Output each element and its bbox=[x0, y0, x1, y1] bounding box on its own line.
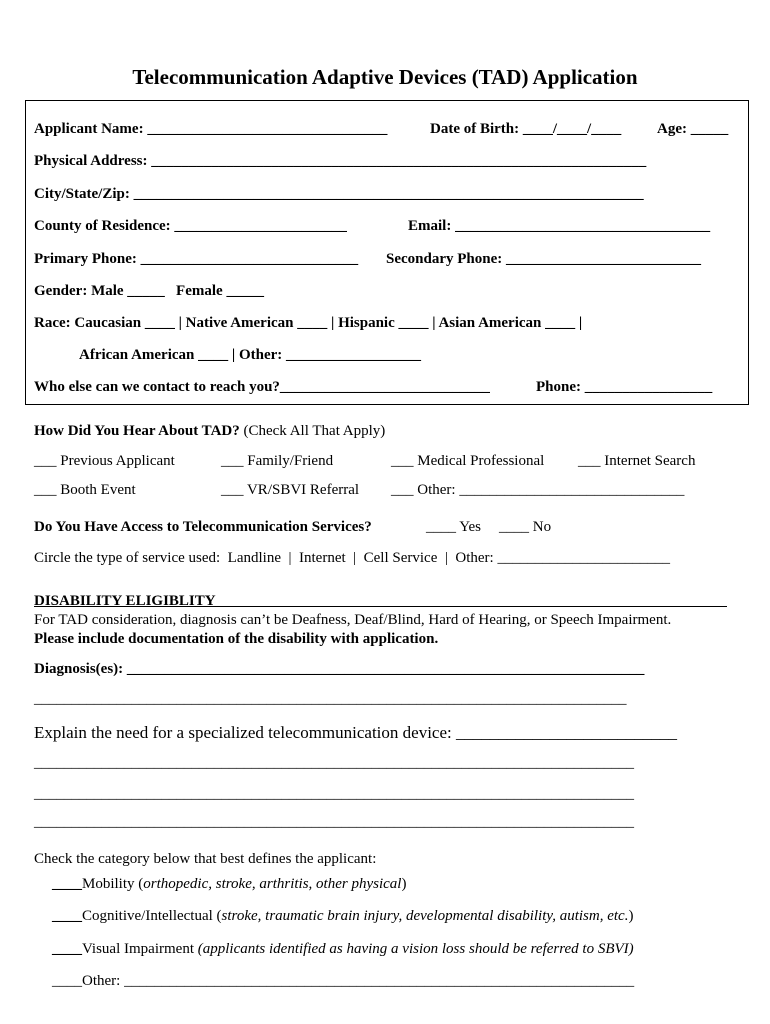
category-mobility-detail: orthopedic, stroke, arthritis, other physical bbox=[143, 876, 402, 892]
category-visual-label: Visual Impairment bbox=[82, 941, 198, 957]
diagnosis-field[interactable]: Diagnosis(es): _____________________________________________________________________ bbox=[34, 661, 645, 677]
category-other[interactable] bbox=[52, 972, 634, 990]
alternate-contact-field[interactable]: Who else can we contact to reach you?____________________________ bbox=[34, 379, 490, 395]
category-mobility[interactable] bbox=[52, 875, 406, 893]
category-cognitive-label: Cognitive/Intellectual ( bbox=[82, 908, 222, 924]
option-internet-search[interactable]: ___ Internet Search bbox=[578, 453, 696, 469]
hear-about-note: (Check All That Apply) bbox=[239, 423, 386, 439]
option-family-friend[interactable]: ___ Family/Friend bbox=[221, 453, 334, 469]
diagnosis-line-2[interactable]: _______________________________________________________________________________ bbox=[34, 691, 627, 707]
explain-line-2[interactable]: ________________________________________________________________________________ bbox=[34, 786, 634, 802]
alternate-contact-phone-field[interactable]: Phone: _________________ bbox=[536, 379, 713, 395]
physical-address-field[interactable]: Physical Address: __________________________________________________________________ bbox=[34, 153, 647, 169]
page-title: Telecommunication Adaptive Devices (TAD) Application bbox=[132, 65, 638, 89]
option-medical-professional[interactable]: ___ Medical Professional bbox=[391, 453, 545, 469]
option-booth-event[interactable]: ___ Booth Event bbox=[34, 482, 136, 498]
category-visual-blank[interactable]: ____ bbox=[52, 941, 82, 957]
email-field[interactable]: Email: __________________________________ bbox=[408, 218, 711, 234]
category-visual-detail: (applicants identified as having a vision loss should be referred to SBVI) bbox=[197, 941, 634, 957]
option-previous-applicant[interactable]: ___ Previous Applicant bbox=[34, 453, 175, 469]
access-yes-option[interactable]: ____ Yes bbox=[426, 519, 482, 535]
race-field-continued[interactable]: African American ____ | Other: __________________ bbox=[79, 347, 422, 363]
documentation-note: Please include documentation of the disability with application. bbox=[34, 631, 439, 647]
explain-need-field[interactable]: Explain the need for a specialized telecommunication device: __________________________ bbox=[34, 723, 677, 742]
category-other-blank[interactable]: ____ bbox=[52, 973, 82, 989]
category-visual[interactable] bbox=[52, 940, 634, 958]
explain-line-1[interactable]: ________________________________________________________________________________ bbox=[34, 755, 634, 771]
race-field[interactable]: Race: Caucasian ____ | Native American ____ | Hispanic ____ | Asian American ____ | bbox=[34, 315, 583, 331]
access-question: Do You Have Access to Telecommunication Services? bbox=[34, 519, 372, 535]
category-cognitive-detail: stroke, traumatic brain injury, developmental disability, autism, etc. bbox=[221, 908, 629, 924]
disability-note: For TAD consideration, diagnosis can’t be Deafness, Deaf/Blind, Hard of Hearing, or Speech Impairment. bbox=[34, 612, 672, 628]
primary-phone-field[interactable]: Primary Phone: _____________________________ bbox=[34, 251, 359, 267]
hear-about-heading bbox=[34, 422, 385, 440]
option-vr-sbvi-referral[interactable]: ___ VR/SBVI Referral bbox=[221, 482, 360, 498]
category-cognitive[interactable] bbox=[52, 907, 633, 925]
disability-heading: DISABILITY ELIGIBLITY bbox=[34, 593, 216, 609]
category-intro: Check the category below that best defines the applicant: bbox=[34, 851, 377, 867]
service-type-field[interactable]: Circle the type of service used: Landline | Internet | Cell Service | Other: _______________________ bbox=[34, 550, 670, 566]
category-mobility-label: Mobility ( bbox=[82, 876, 144, 892]
category-cognitive-end: ) bbox=[628, 908, 634, 924]
secondary-phone-field[interactable]: Secondary Phone: __________________________ bbox=[386, 251, 701, 267]
hear-about-question: How Did You Hear About TAD? bbox=[34, 423, 240, 439]
category-cognitive-blank[interactable]: ____ bbox=[52, 908, 82, 924]
explain-line-3[interactable]: ________________________________________________________________________________ bbox=[34, 814, 634, 830]
date-of-birth-field[interactable]: Date of Birth: ____/____/____ bbox=[430, 121, 622, 137]
county-of-residence-field[interactable]: County of Residence: _______________________ bbox=[34, 218, 347, 234]
gender-field[interactable]: Gender: Male _____ Female _____ bbox=[34, 283, 264, 299]
category-other-label[interactable]: Other: ____________________________________________________________________ bbox=[82, 973, 635, 989]
option-other[interactable]: ___ Other: ______________________________ bbox=[391, 482, 685, 498]
category-mobility-end: ) bbox=[401, 876, 407, 892]
city-state-zip-field[interactable]: City/State/Zip: ____________________________________________________________________ bbox=[34, 186, 644, 202]
disability-heading-rule bbox=[34, 606, 727, 607]
age-field[interactable]: Age: _____ bbox=[657, 121, 729, 137]
category-mobility-blank[interactable]: ____ bbox=[52, 876, 82, 892]
access-no-option[interactable]: ____ No bbox=[499, 519, 552, 535]
applicant-name-field[interactable]: Applicant Name: ________________________________ bbox=[34, 121, 388, 137]
